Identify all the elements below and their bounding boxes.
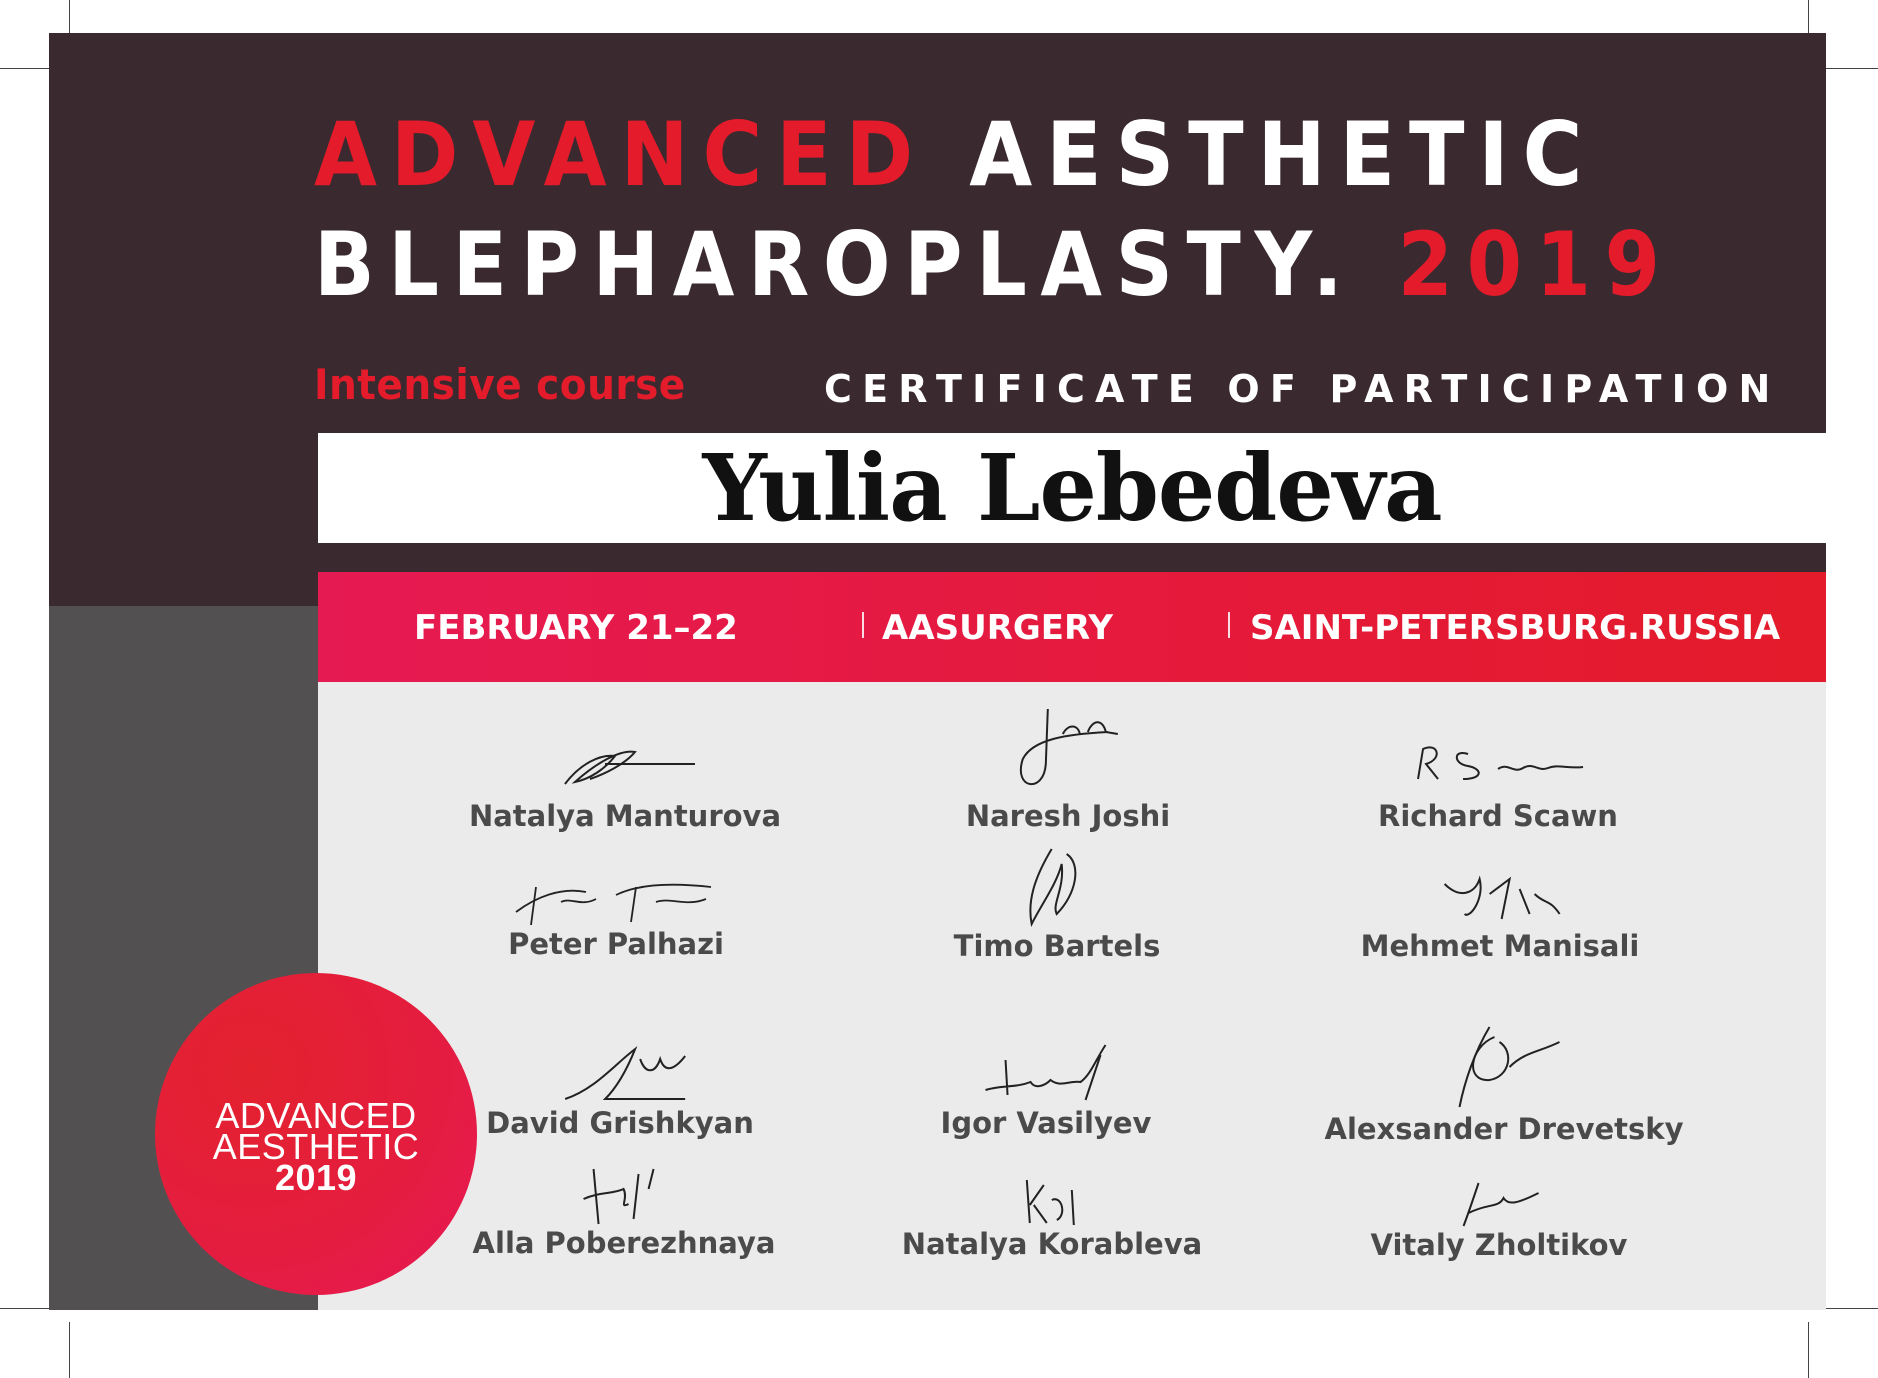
handwritten-signature [1012, 1175, 1092, 1227]
title-line-1 [314, 103, 1596, 206]
handwritten-signature [976, 1040, 1116, 1106]
signature-block [1361, 874, 1640, 963]
signature-block [486, 1044, 754, 1140]
signatures-panel [318, 682, 1826, 1310]
signatory-name: Alexsander Drevetsky [1324, 1112, 1684, 1146]
crop-mark [1808, 1322, 1809, 1378]
handwritten-signature [545, 1044, 695, 1106]
crop-mark [69, 1322, 70, 1378]
subtitle: Intensive course [314, 360, 686, 409]
participant-name-band [318, 433, 1826, 543]
left-dark-panel [49, 431, 318, 606]
crop-mark [0, 1308, 55, 1309]
signatory-name: Alla Poberezhnaya [472, 1226, 776, 1260]
crop-mark [1822, 1308, 1878, 1309]
signature-block [506, 877, 726, 961]
participant-name: Yulia Lebedeva [702, 434, 1442, 542]
title-year: 2019 [1397, 213, 1674, 316]
event-dates: FEBRUARY 21–22 [414, 608, 738, 648]
signature-block [1378, 724, 1618, 833]
signature-block [1325, 1022, 1684, 1146]
badge-year: 2019 [274, 1157, 358, 1198]
course-badge-logo [155, 973, 477, 1295]
signatory-name: David Grishkyan [486, 1106, 754, 1140]
signature-block [473, 1164, 776, 1260]
crop-mark [0, 68, 55, 69]
title-white-word: AESTHETIC [969, 103, 1597, 206]
certificate-label: CERTIFICATE OF PARTICIPATION [824, 367, 1781, 411]
handwritten-signature [1007, 844, 1107, 929]
signatory-name: Peter Palhazi [508, 927, 724, 961]
event-info-bar [318, 572, 1826, 682]
handwritten-signature [506, 877, 726, 927]
signature-block [469, 724, 781, 833]
signatory-name: Naresh Joshi [965, 799, 1171, 833]
signature-block [1371, 1178, 1628, 1262]
signatory-name: Mehmet Manisali [1360, 929, 1640, 963]
event-location: SAINT-PETERSBURG.RUSSIA [1250, 608, 1781, 648]
badge-line-1: ADVANCED [215, 1095, 417, 1136]
handwritten-signature [1439, 1022, 1569, 1112]
divider [862, 612, 864, 638]
certificate [49, 33, 1826, 1310]
handwritten-signature [1430, 874, 1570, 929]
signatory-name: Igor Vasilyev [940, 1106, 1152, 1140]
signature-block [966, 704, 1170, 833]
signatory-name: Timo Bartels [953, 929, 1161, 963]
title-red-word: ADVANCED [314, 103, 928, 206]
handwritten-signature [1449, 1178, 1549, 1228]
event-organizer: AASURGERY [882, 608, 1113, 648]
handwritten-signature [545, 724, 705, 799]
signature-block [941, 1040, 1152, 1140]
signatory-name: Richard Scawn [1378, 799, 1618, 833]
handwritten-signature [574, 1164, 674, 1226]
crop-mark [1822, 68, 1878, 69]
handwritten-signature [1398, 724, 1598, 799]
signatory-name: Vitaly Zholtikov [1370, 1228, 1628, 1262]
title-white-word: BLEPHAROPLASTY. [314, 213, 1357, 316]
divider [1228, 612, 1230, 638]
signature-block [954, 844, 1161, 963]
signature-block [902, 1175, 1202, 1261]
badge-line-2: AESTHETIC [212, 1126, 420, 1167]
signatory-name: Natalya Korableva [901, 1227, 1203, 1261]
handwritten-signature [1008, 704, 1128, 799]
title-line-2 [314, 213, 1674, 316]
signatory-name: Natalya Manturova [468, 799, 782, 833]
